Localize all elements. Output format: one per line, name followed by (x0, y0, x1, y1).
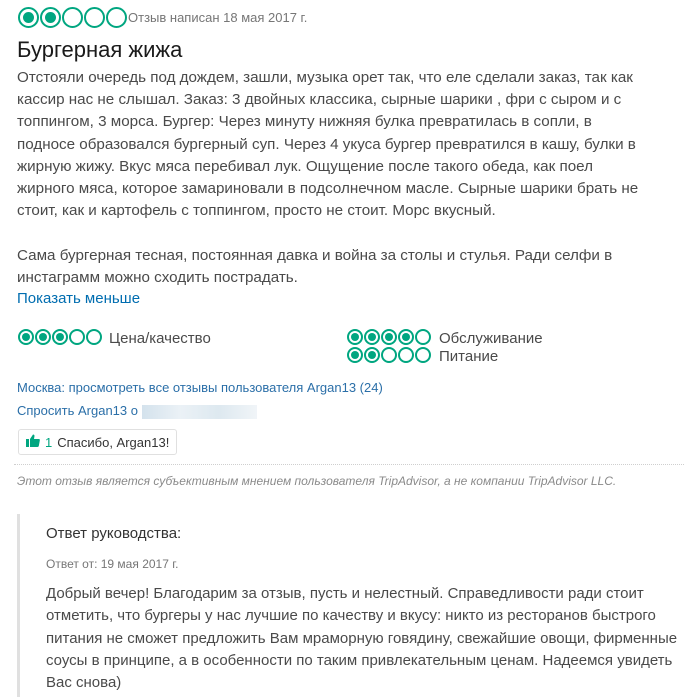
subrating-value-label: Цена/качество (109, 330, 211, 347)
bubble-empty-icon (86, 329, 102, 345)
ask-user-link[interactable] (17, 403, 257, 419)
subrating-value-bubbles (18, 329, 102, 345)
bubble-filled-icon (35, 329, 51, 345)
response-text: Добрый вечер! Благодарим за отзыв, пусть и нелестный. Справедливости ради стоит отметить, что бургеры у нас лучшие по качеству и вкусу: никто из ресторанов быстрого питания не сможет предложить Вам мраморную говядину, свежайшие овощи, фирменные соусы в принципе, а в особенности по таким привлекательным ценам. Надеемся увидеть Вас снова) (46, 585, 678, 692)
show-less-link[interactable]: Показать меньше (17, 290, 141, 307)
bubble-filled-icon (347, 329, 363, 345)
bubble-filled-icon (18, 329, 34, 345)
bubble-empty-icon (62, 7, 83, 28)
bubble-filled-icon (398, 329, 414, 345)
bubble-filled-icon (347, 347, 363, 363)
bubble-empty-icon (415, 347, 431, 363)
bubble-empty-icon (415, 329, 431, 345)
bubble-filled-icon (52, 329, 68, 345)
subrating-service-label: Обслуживание (439, 330, 543, 347)
bubble-empty-icon (84, 7, 105, 28)
all-reviews-link[interactable]: Москва: просмотреть все отзывы пользователя Argan13 (24) (17, 380, 383, 395)
bubble-filled-icon (364, 329, 380, 345)
divider (14, 464, 684, 465)
redacted-text (142, 405, 257, 419)
bubble-filled-icon (381, 329, 397, 345)
thumbs-up-icon (26, 434, 40, 450)
bubble-filled-icon (18, 7, 39, 28)
review-text: Отстояли очередь под дождем, зашли, музыка орет так, что еле сделали заказ, так как кассир нас не слышал. Заказ: 3 двойных классика, сырные шарики , фри с сыром и с топпингом, 3 морса. Бургер: Через минуту нижняя булка превратилась в сопли, в подносе образовался бургерный суп. Через 4 укуса бургер превратился в кашу, булки в жирную жижу. Вкус мяса перебивал лук. Ощущение после такого обеда, как поел жирного мяса, которое замариновали в подсолнечном масле. Сырные шарики брать не стоит, как и картофель с топпингом, просто не стоит. Морс вкусный. Сама бургерная тесная, постоянная давка и война за столы и стулья. Ради селфи в инстаграмм можно сходить пострадать. (17, 69, 639, 286)
bubble-empty-icon (69, 329, 85, 345)
subrating-service-bubbles (347, 329, 431, 345)
thanks-label: Спасибо, Argan13! (57, 434, 170, 450)
review-title[interactable]: Бургерная жижа (17, 37, 183, 62)
review-rating-bubbles (18, 7, 127, 28)
subrating-food-bubbles (347, 347, 431, 363)
bubble-empty-icon (106, 7, 127, 28)
thanks-button[interactable] (18, 429, 177, 455)
disclaimer-text: Этот отзыв является субъективным мнением пользователя TripAdvisor, а не компании TripAdvisor LLC. (17, 474, 617, 488)
response-heading: Ответ руководства: (46, 525, 182, 542)
bubble-filled-icon (364, 347, 380, 363)
review-date: Отзыв написан 18 мая 2017 г. (128, 10, 308, 25)
subrating-food-label: Питание (439, 348, 499, 365)
bubble-empty-icon (398, 347, 414, 363)
bubble-filled-icon (40, 7, 61, 28)
thanks-count: 1 (45, 434, 53, 450)
management-response (17, 514, 690, 697)
ask-user-label: Спросить Argan13 о (17, 403, 138, 418)
bubble-empty-icon (381, 347, 397, 363)
response-date: Ответ от: 19 мая 2017 г. (46, 557, 179, 571)
